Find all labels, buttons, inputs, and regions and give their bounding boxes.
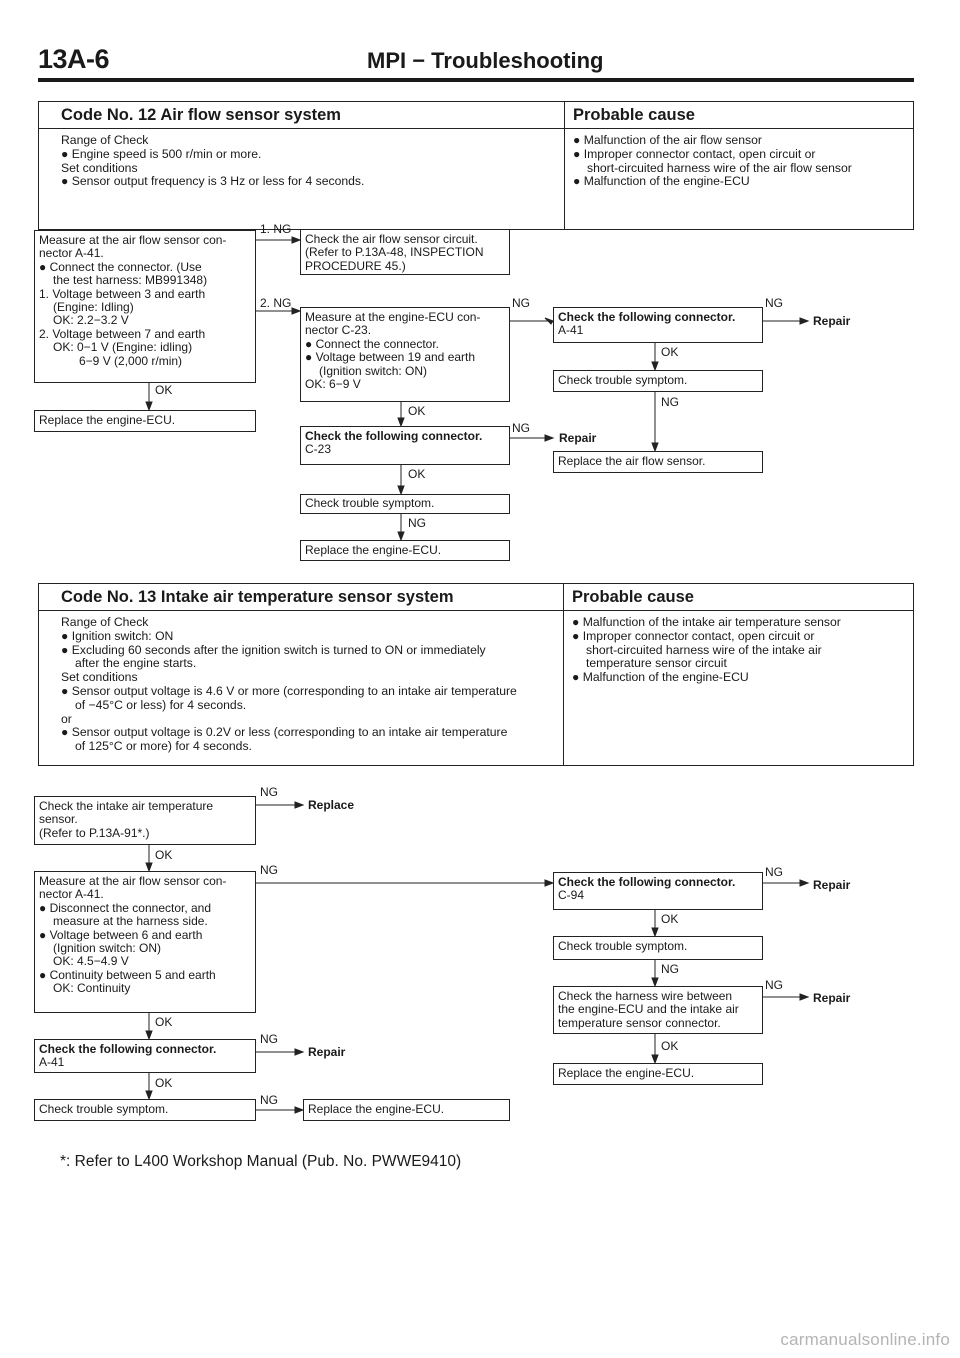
cause-line: temperature sensor circuit: [586, 656, 727, 671]
label-ng: NG: [661, 395, 679, 409]
box-line: 2. Voltage between 7 and earth: [39, 326, 206, 341]
flow1-replace-ecu-mid: Replace the engine-ECU.: [300, 540, 510, 561]
code13-cause-title: Probable cause: [564, 584, 913, 611]
replace-label: Replace: [308, 798, 355, 812]
condition-line: ● Sensor output voltage is 4.6 V or more (corresponding to an intake air temperature: [61, 683, 517, 698]
box-line: ● Continuity between 5 and earth: [39, 967, 216, 982]
flow2-check-symptom-right: Check trouble symptom.: [553, 936, 763, 960]
cause-line: ● Improper connector contact, open circuit or: [573, 146, 816, 161]
box-line: ● Connect the connector. (Use: [39, 259, 202, 274]
box-line: nector C-23.: [305, 323, 372, 338]
repair-label: Repair: [559, 431, 597, 445]
condition-line: ● Sensor output voltage is 0.2V or less (corresponding to an intake air temperature: [61, 725, 508, 740]
box-line: Check the following connector.: [39, 1042, 217, 1056]
box-line: Check the air flow sensor circuit.: [305, 232, 478, 246]
label-ng: NG: [765, 296, 783, 310]
condition-line: Range of Check: [61, 615, 149, 629]
page-code: 13A-6: [38, 44, 110, 74]
box-line: OK: 4.5−4.9 V: [53, 954, 129, 969]
label-ok: OK: [661, 345, 679, 359]
box-line: (Ignition switch: ON): [53, 941, 162, 956]
page-title: MPI − Troubleshooting: [367, 48, 604, 73]
flow2-check-c94-box: [553, 872, 763, 910]
condition-line: or: [61, 711, 72, 726]
box-line: OK: 0−1 V (Engine: idling): [53, 340, 193, 355]
box-line: nector A-41.: [39, 887, 104, 902]
condition-line: of −45°C or less) for 4 seconds.: [75, 697, 247, 712]
condition-line: after the engine starts.: [75, 656, 197, 671]
box-line: ● Voltage between 6 and earth: [39, 927, 203, 942]
box-line: C-23: [305, 442, 332, 457]
code13-title: Code No. 13 Intake air temperature sensor system: [39, 584, 563, 611]
box-line: nector A-41.: [39, 246, 104, 261]
label-ok: OK: [155, 1076, 173, 1090]
repair-label: Repair: [308, 1045, 346, 1059]
flow2-measure-sensor-box: [34, 871, 256, 1013]
box-line: OK: Continuity: [53, 981, 131, 996]
flow2-check-a41-box: [34, 1039, 256, 1073]
cause-line: ● Improper connector contact, open circuit or: [572, 628, 815, 643]
label-ng: 1. NG: [260, 222, 292, 236]
box-line: Measure at the air flow sensor con-: [39, 233, 227, 247]
cause-line: ● Malfunction of the intake air temperature sensor: [572, 615, 841, 629]
flow2-check-symptom-left: Check trouble symptom.: [34, 1099, 256, 1121]
label-ok: OK: [408, 404, 426, 418]
box-line: A-41: [39, 1055, 65, 1070]
box-line: Measure at the air flow sensor con-: [39, 874, 227, 888]
condition-line: ● Excluding 60 seconds after the ignition switch is turned to ON or immediately: [61, 642, 486, 657]
box-line: ● Voltage between 19 and earth: [305, 350, 476, 365]
flow2-replace-ecu-right: Replace the engine-ECU.: [553, 1063, 763, 1085]
box-line: Check the following connector.: [305, 429, 483, 443]
code12-title: Code No. 12 Air flow sensor system: [39, 102, 564, 129]
flow1-check-symptom-mid: Check trouble symptom.: [300, 494, 510, 514]
box-line: 1. Voltage between 3 and earth: [39, 286, 206, 301]
box-line: the engine-ECU and the intake air: [558, 1002, 739, 1017]
label-ok: OK: [155, 383, 173, 397]
box-line: Check the following connector.: [558, 875, 736, 889]
label-ng: NG: [765, 978, 783, 992]
cause-line: ● Malfunction of the air flow sensor: [573, 133, 762, 147]
box-line: (Ignition switch: ON): [319, 363, 428, 378]
flow1-replace-ecu-left: Replace the engine-ECU.: [34, 410, 256, 432]
box-line: (Refer to P.13A-48, INSPECTION: [305, 245, 484, 260]
box-line: OK: 2.2−3.2 V: [53, 313, 129, 328]
flow2-replace-ecu-bottom: Replace the engine-ECU.: [303, 1099, 510, 1121]
label-ng: NG: [408, 516, 426, 530]
box-line: A-41: [558, 323, 584, 338]
label-ng: 2. NG: [260, 296, 292, 310]
code12-cause-title: Probable cause: [565, 102, 913, 129]
condition-line: ● Ignition switch: ON: [61, 628, 174, 643]
label-ng: NG: [512, 421, 530, 435]
label-ng: NG: [512, 296, 530, 310]
repair-label: Repair: [813, 878, 851, 892]
condition-line: Range of Check: [61, 133, 149, 147]
box-line: (Refer to P.13A-91*.): [39, 825, 150, 840]
box-line: ● Connect the connector.: [305, 336, 439, 351]
label-ng: NG: [661, 962, 679, 976]
box-line: temperature sensor connector.: [558, 1015, 721, 1030]
condition-line: of 125°C or more) for 4 seconds.: [75, 739, 252, 754]
box-line: PROCEDURE 45.): [305, 258, 406, 273]
condition-line: ● Sensor output frequency is 3 Hz or less for 4 seconds.: [61, 174, 365, 189]
box-line: 6−9 V (2,000 r/min): [79, 353, 183, 368]
label-ng: NG: [260, 863, 278, 877]
label-ng: NG: [260, 785, 278, 799]
label-ok: OK: [155, 848, 173, 862]
condition-line: ● Engine speed is 500 r/min or more.: [61, 146, 262, 161]
watermark: carmanualsonline.info: [780, 1330, 950, 1349]
label-ok: OK: [661, 912, 679, 926]
box-line: Check the following connector.: [558, 310, 736, 324]
footnote: *: Refer to L400 Workshop Manual (Pub. No. PWWE9410): [60, 1153, 462, 1170]
box-line: OK: 6−9 V: [305, 377, 361, 392]
cause-line: short-circuited harness wire of the air flow sensor: [587, 160, 852, 175]
repair-label: Repair: [813, 991, 851, 1005]
condition-line: Set conditions: [61, 160, 138, 175]
cause-line: short-circuited harness wire of the intake air: [586, 642, 822, 657]
flow2-check-harness-box: [553, 986, 763, 1034]
box-line: Check the harness wire between: [558, 989, 733, 1003]
box-line: ● Disconnect the connector, and: [39, 900, 212, 915]
label-ok: OK: [155, 1015, 173, 1029]
condition-line: Set conditions: [61, 670, 138, 685]
box-line: (Engine: Idling): [53, 300, 134, 315]
box-line: the test harness: MB991348): [53, 273, 208, 288]
label-ok: OK: [661, 1039, 679, 1053]
label-ng: NG: [260, 1093, 278, 1107]
flow1-replace-afs: Replace the air flow sensor.: [553, 451, 763, 473]
label-ng: NG: [765, 865, 783, 879]
cause-line: ● Malfunction of the engine-ECU: [573, 174, 750, 189]
label-ok: OK: [408, 467, 426, 481]
box-line: sensor.: [39, 812, 78, 827]
flow2-check-sensor-box: [34, 796, 256, 845]
box-line: C-94: [558, 888, 585, 903]
box-line: measure at the harness side.: [53, 914, 208, 929]
flow1-check-symptom-right: Check trouble symptom.: [553, 370, 763, 392]
label-ng: NG: [260, 1032, 278, 1046]
cause-line: ● Malfunction of the engine-ECU: [572, 670, 749, 685]
box-line: Measure at the engine-ECU con-: [305, 310, 481, 324]
repair-label: Repair: [813, 314, 851, 328]
box-line: Check the intake air temperature: [39, 799, 214, 813]
